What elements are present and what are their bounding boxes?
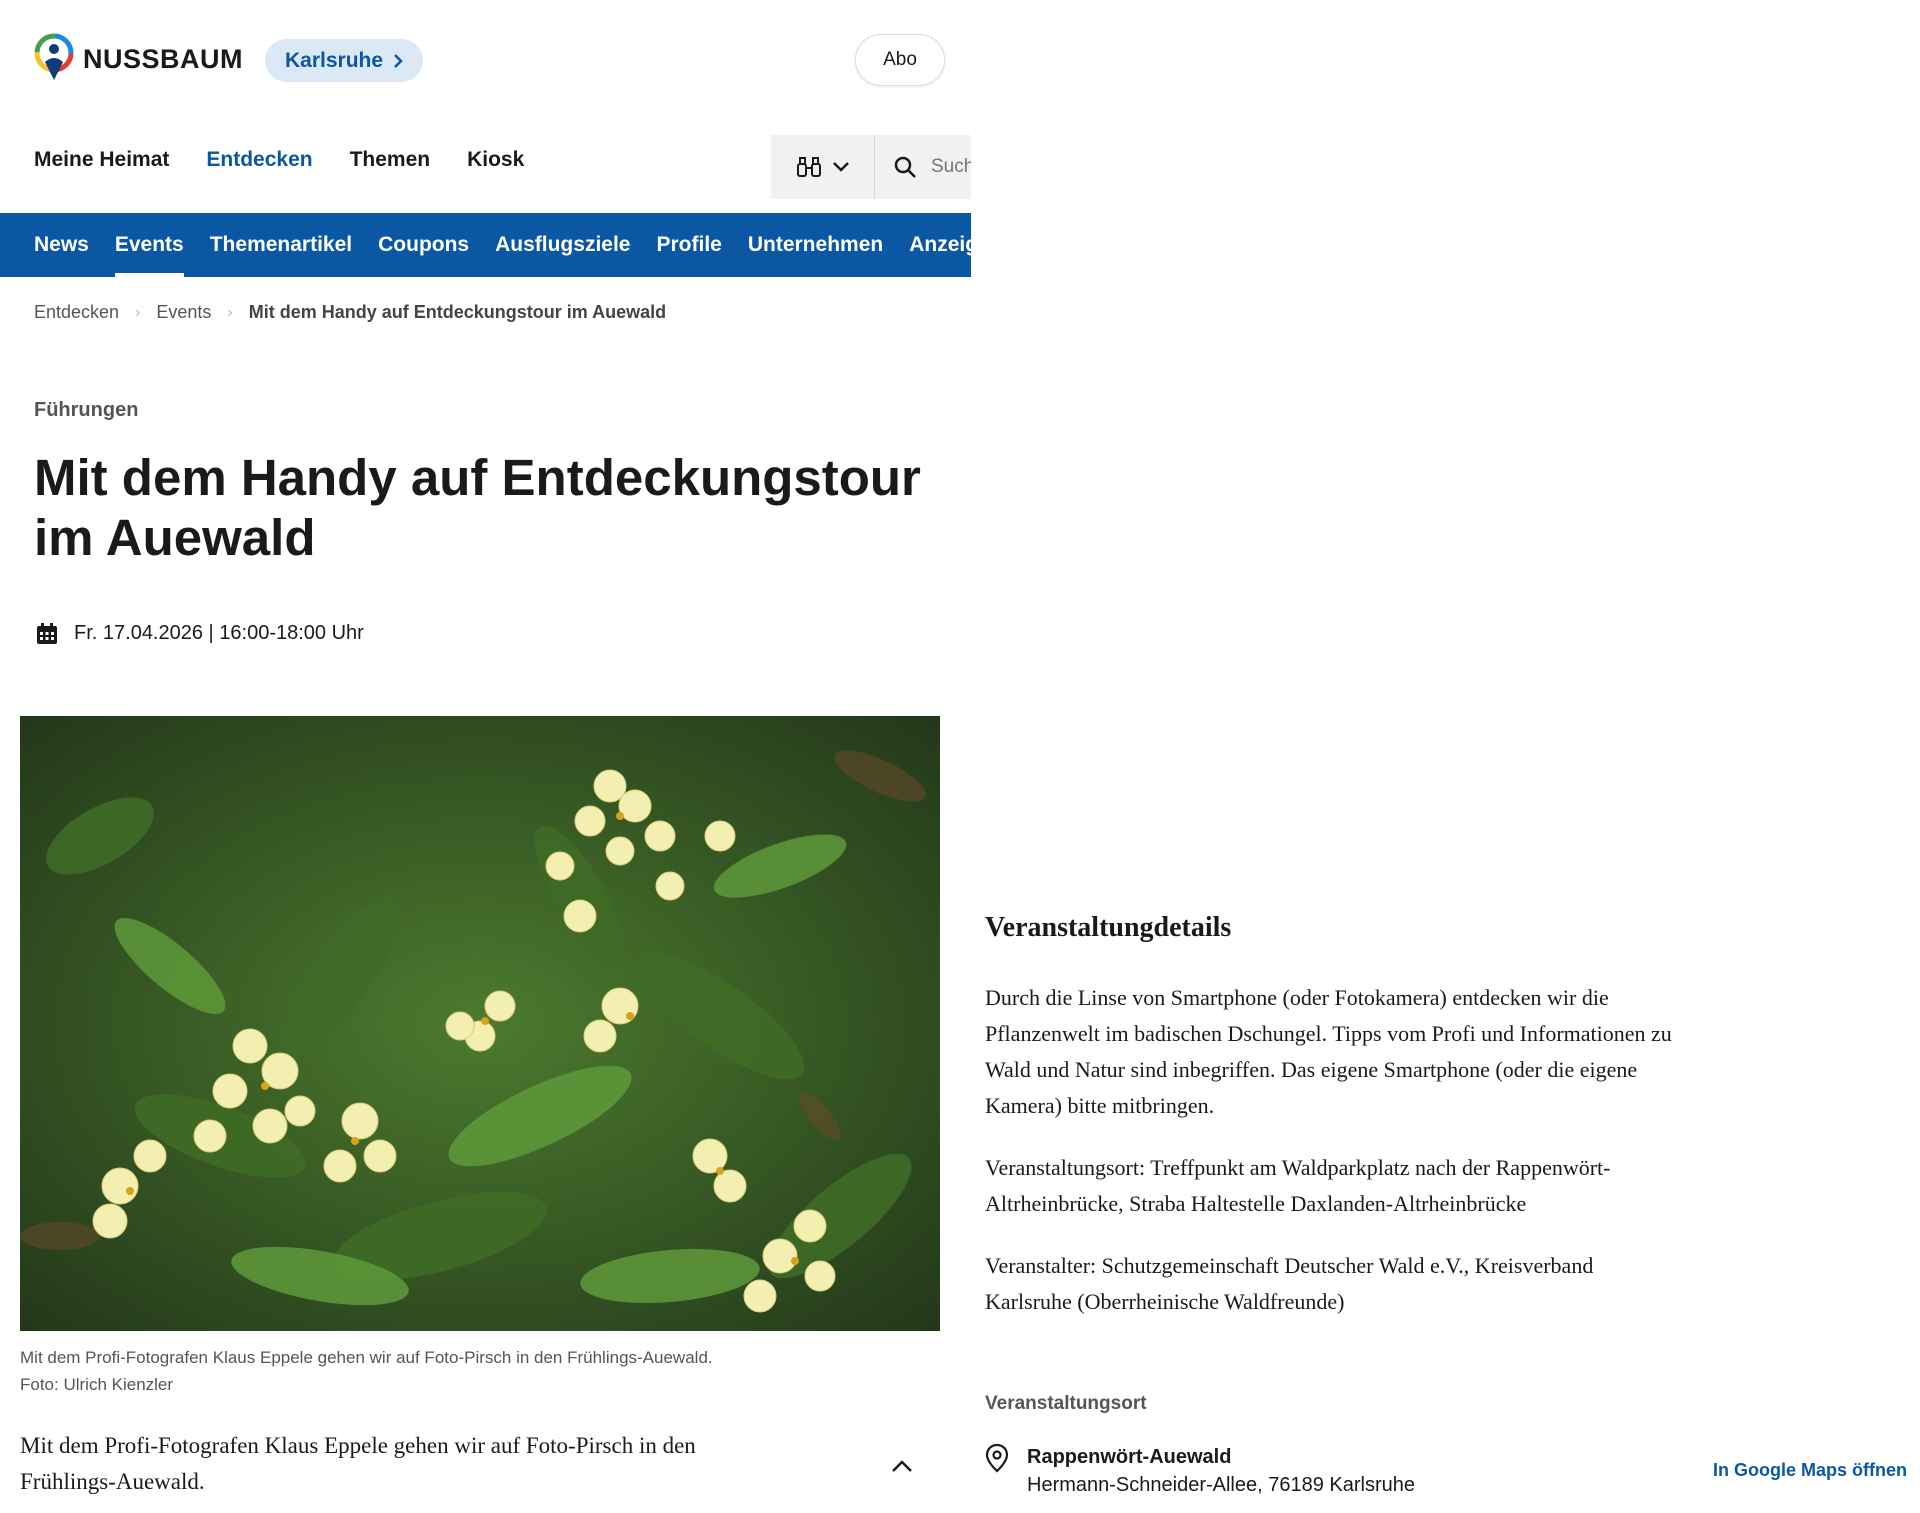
venue-label: Veranstaltungsort bbox=[985, 1393, 1147, 1414]
lead-text bbox=[20, 1428, 860, 1500]
breadcrumb bbox=[34, 302, 666, 323]
page-title-line-2: im Auewald bbox=[34, 509, 316, 566]
image-credit: Foto: Ulrich Kienzler bbox=[20, 1375, 174, 1394]
breadcrumb-item-entdecken[interactable]: Entdecken bbox=[34, 302, 120, 322]
subnav-item-anzeigen[interactable]: Anzeigen bbox=[909, 233, 1003, 256]
image-caption bbox=[20, 1344, 713, 1398]
subnav-item-profile[interactable]: Profile bbox=[656, 233, 722, 256]
location-pin-icon bbox=[985, 1443, 1009, 1473]
location-pin-logo-icon bbox=[33, 34, 75, 84]
event-date-text: Fr. 17.04.2026 | 16:00-18:00 Uhr bbox=[74, 622, 364, 644]
nav-item-kiosk[interactable]: Kiosk bbox=[467, 148, 525, 171]
details-description-line: Wald und Natur sind inbegriffen. Das eigene Smartphone (oder die eigene bbox=[985, 1057, 1638, 1082]
calendar-icon bbox=[36, 623, 58, 645]
abo-button[interactable]: Abo bbox=[855, 34, 945, 86]
subnav-item-ausflugsziele[interactable]: Ausflugsziele bbox=[495, 233, 631, 256]
details-organizer bbox=[985, 1248, 1845, 1320]
google-maps-link[interactable]: In Google Maps öffnen bbox=[1713, 1460, 1907, 1480]
brand-name: NUSSBAUM bbox=[83, 43, 244, 74]
details-body bbox=[985, 980, 1845, 1346]
chevron-down-icon bbox=[832, 161, 850, 173]
details-organizer-line: Veranstalter: Schutzgemeinschaft Deutscher Wald e.V., Kreisverband bbox=[985, 1253, 1594, 1278]
toolbox bbox=[771, 135, 971, 199]
page-title-line-1: Mit dem Handy auf Entdeckungstour bbox=[34, 449, 921, 506]
breadcrumb-item-events[interactable]: Events bbox=[156, 302, 212, 322]
venue-address: Hermann-Schneider-Allee, 76189 Karlsruhe bbox=[1027, 1474, 1415, 1496]
details-organizer-line: Karlsruhe (Oberrheinische Waldfreunde) bbox=[985, 1289, 1345, 1314]
search-icon bbox=[893, 155, 917, 179]
nav-item-entdecken[interactable]: Entdecken bbox=[206, 148, 313, 171]
details-location bbox=[985, 1150, 1845, 1222]
chevron-right-icon bbox=[393, 53, 403, 69]
breadcrumb-item-current: Mit dem Handy auf Entdeckungstour im Auewald bbox=[248, 302, 667, 322]
details-description bbox=[985, 980, 1845, 1124]
chevron-right-icon: › bbox=[227, 303, 233, 321]
venue-info bbox=[985, 1443, 1415, 1499]
details-location-line: Altrheinbrücke, Straba Haltestelle Daxlanden-Altrheinbrücke bbox=[985, 1191, 1527, 1216]
chevron-right-icon: › bbox=[135, 303, 141, 321]
details-description-line: Pflanzenwelt im badischen Dschungel. Tipps vom Profi und Informationen zu bbox=[985, 1021, 1672, 1046]
details-description-line: Kamera) bitte mitbringen. bbox=[985, 1093, 1215, 1118]
event-date bbox=[36, 622, 364, 645]
explore-dropdown-button[interactable] bbox=[771, 135, 875, 199]
details-location-line: Veranstaltungsort: Treffpunkt am Waldparkplatz nach der Rappenwört- bbox=[985, 1155, 1611, 1180]
event-image bbox=[20, 716, 940, 1331]
venue-name: Rappenwört-Auewald bbox=[1027, 1446, 1232, 1468]
image-caption-text: Mit dem Profi-Fotografen Klaus Eppele gehen wir auf Foto-Pirsch in den Frühlings-Auewald. bbox=[20, 1348, 713, 1367]
subnav-item-coupons[interactable]: Coupons bbox=[378, 233, 470, 256]
binoculars-icon bbox=[796, 156, 822, 178]
subnav-item-news[interactable]: News bbox=[34, 233, 89, 256]
nav-item-meine-heimat[interactable]: Meine Heimat bbox=[34, 148, 170, 171]
subnav-item-themenartikel[interactable]: Themenartikel bbox=[209, 233, 353, 256]
region-label: Karlsruhe bbox=[285, 48, 384, 72]
details-heading: Veranstaltungdetails bbox=[985, 912, 1232, 943]
main-navigation bbox=[34, 148, 524, 172]
page-title bbox=[34, 448, 934, 568]
region-selector[interactable] bbox=[265, 39, 423, 82]
lead-text-line-2: Frühlings-Auewald. bbox=[20, 1469, 205, 1494]
nav-item-themen[interactable]: Themen bbox=[349, 148, 431, 171]
search-box[interactable] bbox=[875, 155, 971, 179]
site-header bbox=[0, 0, 970, 120]
subnav-item-unternehmen[interactable]: Unternehmen bbox=[747, 233, 884, 256]
details-description-line: Durch die Linse von Smartphone (oder Fotokamera) entdecken wir die bbox=[985, 985, 1609, 1010]
subnav-item-events[interactable]: Events bbox=[115, 213, 184, 277]
brand-logo[interactable] bbox=[33, 34, 243, 84]
lead-text-line-1: Mit dem Profi-Fotografen Klaus Eppele gehen wir auf Foto-Pirsch in den bbox=[20, 1433, 696, 1458]
sub-navigation bbox=[0, 213, 1003, 277]
chevron-up-icon[interactable] bbox=[888, 1454, 916, 1478]
event-category[interactable]: Führungen bbox=[34, 399, 139, 421]
search-input[interactable] bbox=[931, 156, 971, 178]
